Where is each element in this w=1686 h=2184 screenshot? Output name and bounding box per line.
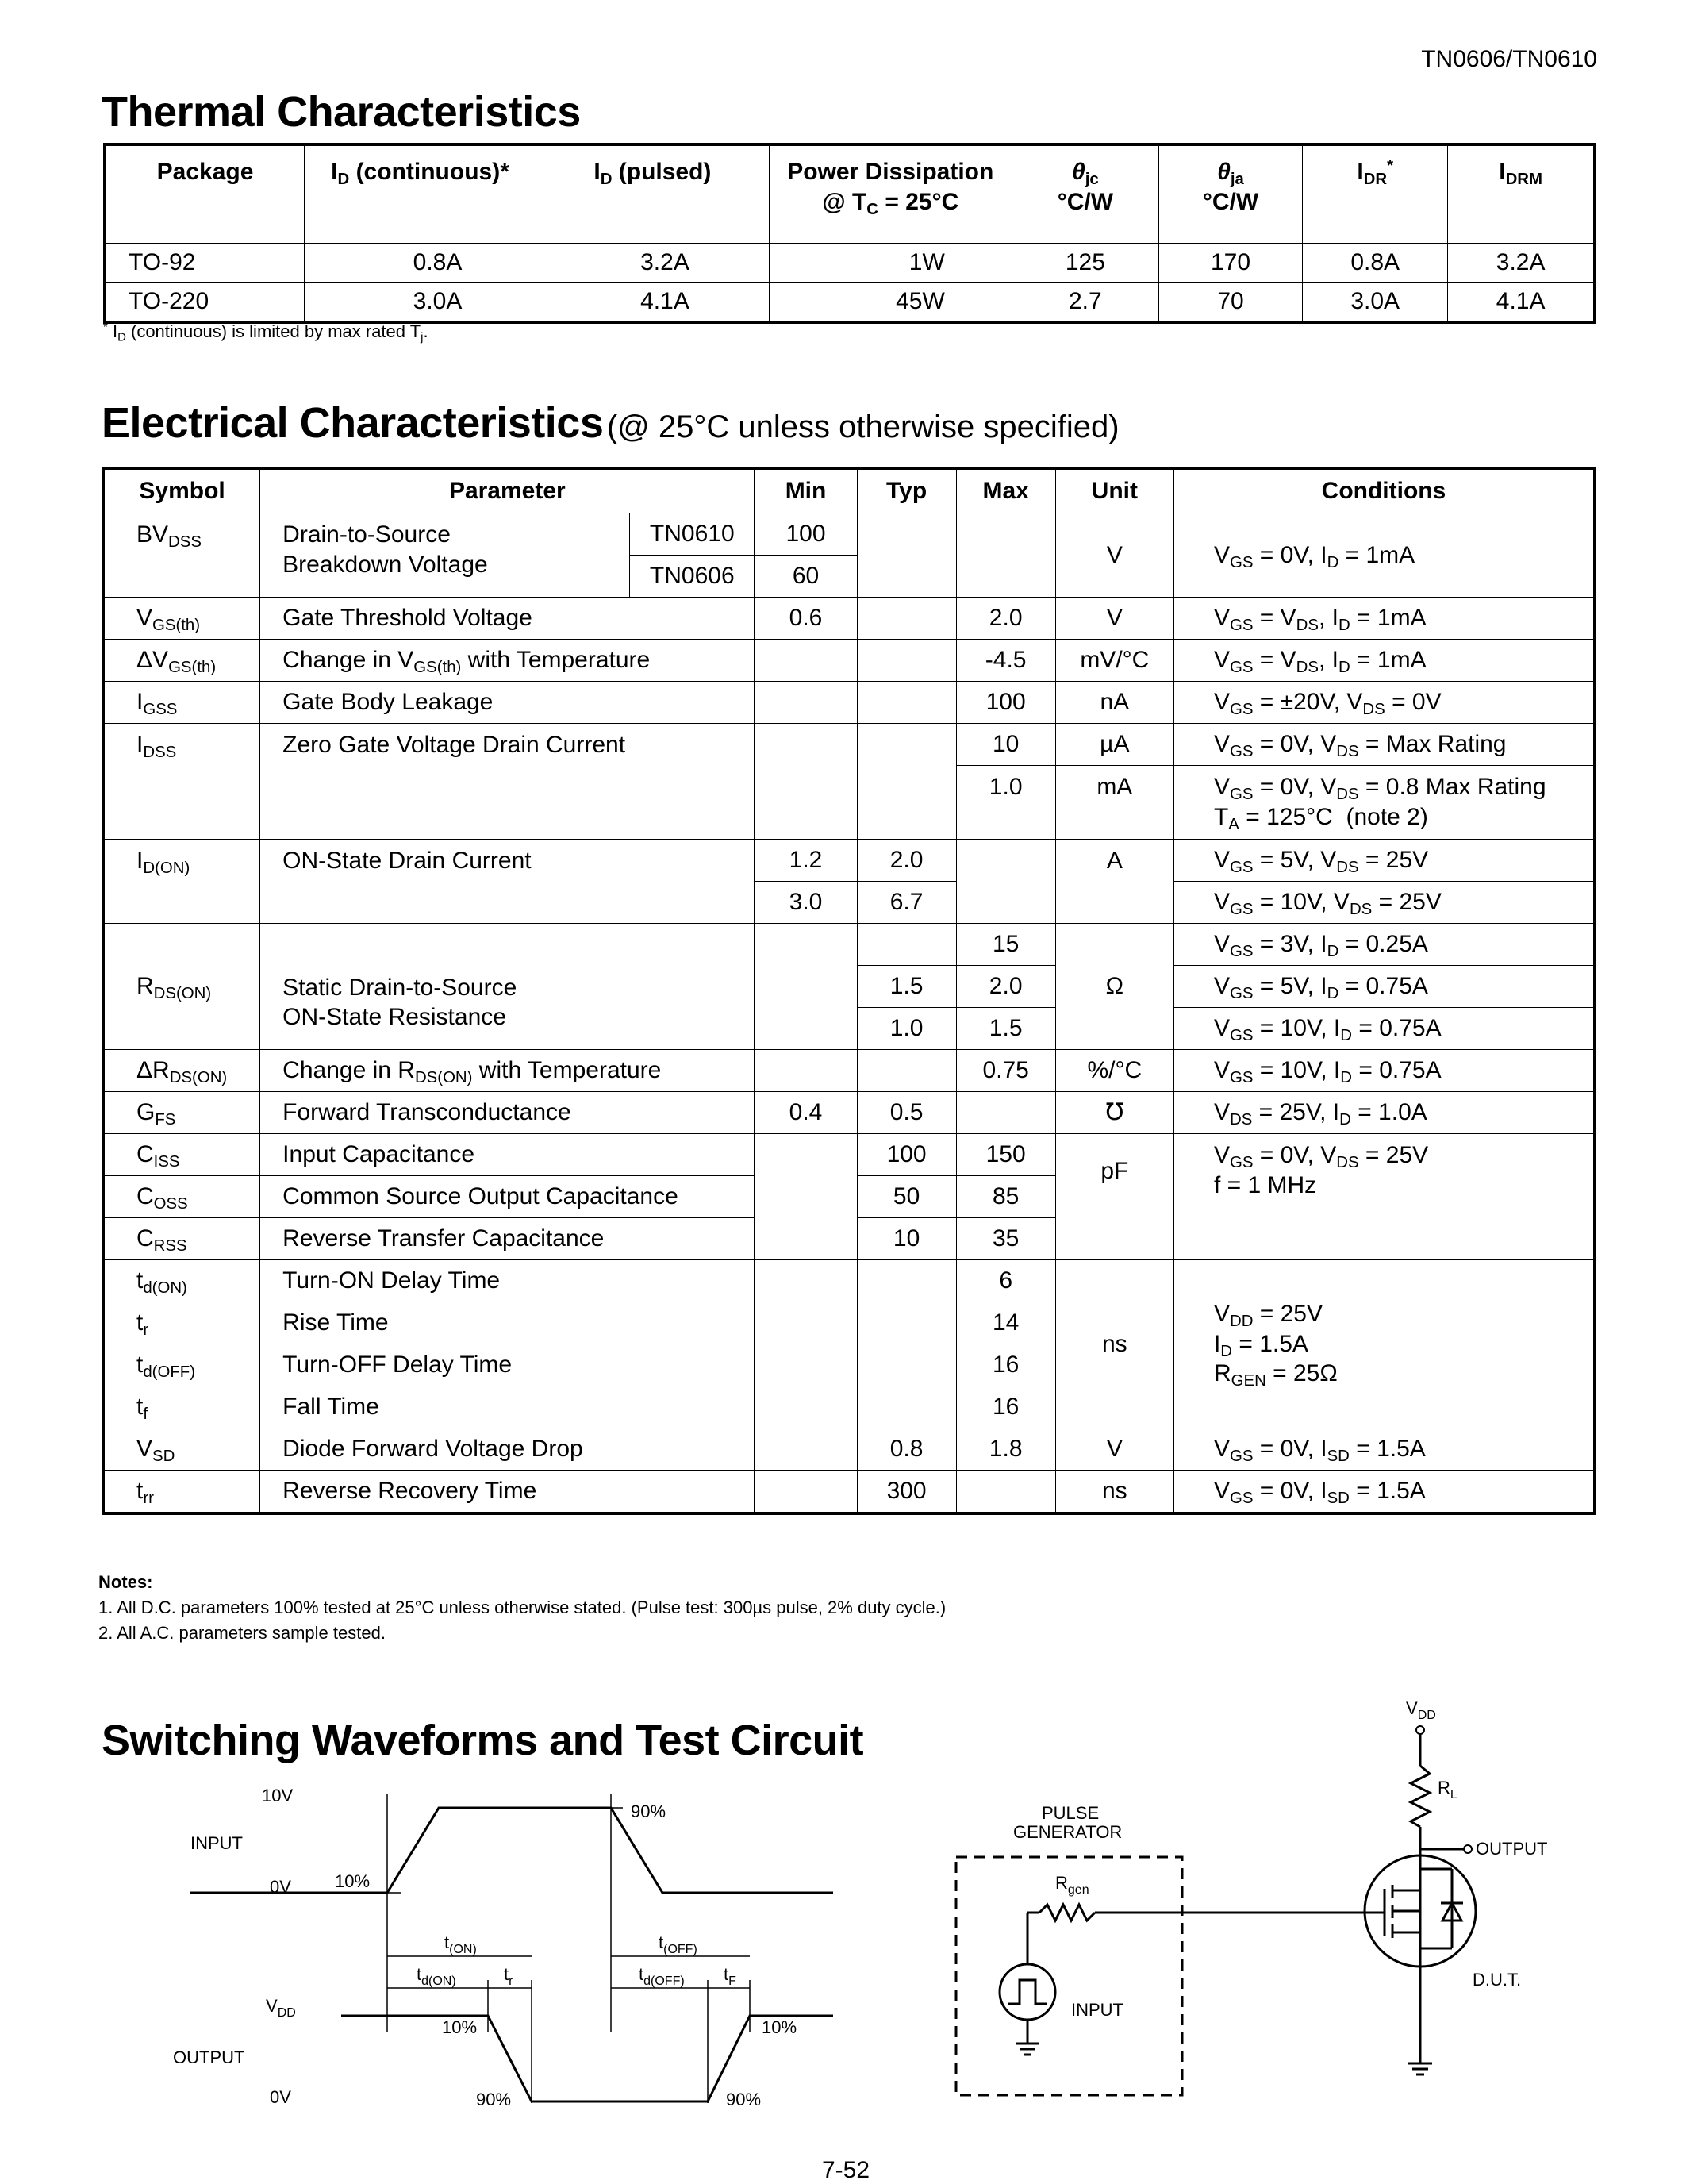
param-idss: Zero Gate Voltage Drain Current [260, 724, 755, 840]
label-10v: 10V [262, 1786, 294, 1805]
label-90pct-in: 90% [631, 1801, 666, 1821]
sym-idss: $I_{DSS}$ [103, 724, 260, 840]
vdd-terminal [1416, 1726, 1424, 1734]
max-bvdss [956, 513, 1055, 598]
thermal-col-id-continuous: $I_D$ (continuous)* [305, 144, 536, 244]
sym-dvgsth: $\Delta V_{GS(th)}$ [103, 640, 260, 682]
thermal-col-package: Package [105, 144, 305, 244]
label-10pct-out-a: 10% [442, 2017, 478, 2037]
typ-idon-1: 2.0 [857, 840, 956, 882]
electrical-subtitle: (@ 25°C unless otherwise specified) [606, 410, 1120, 444]
param-vgsth: Gate Threshold Voltage [260, 598, 755, 640]
sym-rdson: $R_{DS(ON)}$ [103, 924, 260, 1050]
thermal-row [105, 244, 1595, 283]
label-input: INPUT [190, 1833, 243, 1853]
typ-rdson-2: 1.5 [857, 966, 956, 1008]
label-tdoff [639, 1964, 685, 1988]
unit-gfs: ℧ [1055, 1092, 1173, 1134]
typ-drdson [857, 1050, 956, 1092]
electrical-title: Electrical Characteristics [102, 399, 604, 447]
cond-igss: $V_{GS} = \pm 20V$, $V_{DS} = 0V$ [1173, 682, 1595, 724]
thermal-col-id-pulsed: $I_D$ (pulsed) [536, 144, 769, 244]
sym-gfs: $G_{FS}$ [103, 1092, 260, 1134]
cell-theta-ja: 70 [1158, 283, 1302, 323]
param-sub: DS(ON) [414, 1069, 473, 1087]
theta-symbol: θ [1217, 159, 1231, 185]
cell-theta-jc: 125 [1012, 244, 1158, 283]
sym-igss: $I_{GSS}$ [103, 682, 260, 724]
typ-idss [857, 724, 956, 840]
cell-theta-jc: 2.7 [1012, 283, 1158, 323]
thermal-col-id-pulsed-label: (pulsed) [612, 159, 712, 185]
cell-pd: 1W [769, 244, 1012, 283]
footnote-star: * [103, 320, 108, 334]
thermal-footnote: * $I_D$ (continuous) is limited by max rated $T_j$. [103, 320, 428, 344]
pulse-label-1: PULSE [1042, 1803, 1100, 1823]
thermal-col-pd-sub: C [866, 200, 879, 218]
max-vgsth: 2.0 [956, 598, 1055, 640]
sym-base: C [136, 1141, 154, 1168]
tr-base: t [504, 1964, 509, 1984]
unit-drdson: %/°C [1055, 1050, 1173, 1092]
thermal-title: Thermal Characteristics [102, 88, 581, 136]
cell-package: TO-220 [105, 283, 305, 323]
sym-sub: DSS [168, 533, 202, 552]
unit-idss-1: µA [1055, 724, 1173, 766]
row-rdson [103, 924, 1595, 966]
min-dvgsth [755, 640, 857, 682]
sym-tdoff [103, 1344, 260, 1386]
row-trr [103, 1471, 1595, 1514]
typ-switching [857, 1260, 956, 1428]
param-gfs: Forward Transconductance [260, 1092, 755, 1134]
label-tdon [417, 1964, 456, 1988]
param-ciss: Input Capacitance [260, 1134, 755, 1176]
min-vgsth: 0.6 [755, 598, 857, 640]
notes-title: Notes: [98, 1572, 153, 1592]
param-coss: Common Source Output Capacitance [260, 1176, 755, 1218]
param-tf: Fall Time [260, 1386, 755, 1428]
theta-ja-unit: °C/W [1202, 188, 1259, 215]
cond-vsd: $V_{GS} = 0V$, $I_{SD} = 1.5A$ [1173, 1428, 1595, 1471]
sym-base: BV [136, 521, 169, 548]
max-crss: 35 [956, 1218, 1055, 1260]
typ-coss: 50 [857, 1176, 956, 1218]
cond-rdson-3: $V_{GS} = 10V$, $I_D = 0.75A$ [1173, 1008, 1595, 1050]
sym-sub: f [143, 1405, 148, 1424]
min-idon-2: 3.0 [755, 882, 857, 924]
cond-caps-freq: f = 1 MHz [1213, 1171, 1317, 1198]
cond-switching: $V_{DD} = 25V$ $I_D = 1.5A$ $R_{GEN} = 25\Omega$ [1173, 1260, 1595, 1428]
cell-idr: 0.8A [1303, 244, 1448, 283]
min-switching [755, 1260, 857, 1428]
max-idss-1: 10 [956, 724, 1055, 766]
sym-tf [103, 1386, 260, 1428]
thermal-col-idr: $I_{DR}^*$ [1303, 144, 1448, 244]
body-tap [1392, 1911, 1420, 1932]
param-drdson [260, 1050, 755, 1092]
max-ciss: 150 [956, 1134, 1055, 1176]
tdon-base: t [417, 1964, 422, 1984]
max-tdoff: 16 [956, 1344, 1055, 1386]
typ-dvgsth [857, 640, 956, 682]
max-drdson: 0.75 [956, 1050, 1055, 1092]
page-number: 7-52 [822, 2157, 870, 2183]
min-idon-1: 1.2 [755, 840, 857, 882]
unit-switching: ns [1055, 1260, 1173, 1428]
output-terminal [1464, 1845, 1472, 1853]
circuit-output-label: OUTPUT [1476, 1839, 1548, 1859]
label-tf [724, 1964, 736, 1988]
sym-ciss [103, 1134, 260, 1176]
row-igss [103, 682, 1595, 724]
min-tn0610: 100 [755, 513, 857, 556]
param-tr: Rise Time [260, 1302, 755, 1344]
thermal-row [105, 283, 1595, 323]
unit-caps: pF [1055, 1134, 1173, 1260]
thermal-col-pd-line1: Power Dissipation [787, 159, 994, 185]
sym-drdson: $\Delta R_{DS(ON)}$ [103, 1050, 260, 1092]
t-on-sub: (ON) [449, 1943, 477, 1956]
param-sub: GS(th) [413, 659, 462, 677]
thermal-col-theta-ja [1158, 144, 1302, 244]
sym-base: t [136, 1309, 144, 1336]
circuit-input-label: INPUT [1071, 2000, 1123, 2020]
min-rdson [755, 924, 857, 1050]
rgen-label [1055, 1873, 1089, 1897]
sym-sub: r [143, 1321, 149, 1340]
circuit-vdd-base: V [1406, 1698, 1418, 1718]
row-tdon [103, 1260, 1595, 1302]
circuit-vdd-label [1406, 1698, 1436, 1722]
unit-trr: ns [1055, 1471, 1173, 1514]
rgen-resistor [1039, 1905, 1095, 1921]
max-rdson-3: 1.5 [956, 1008, 1055, 1050]
max-idon [956, 840, 1055, 924]
col-unit: Unit [1055, 468, 1173, 513]
cond-dvgsth: $V_{GS} = V_{DS}$, $I_D = 1mA$ [1173, 640, 1595, 682]
rgen-sub: gen [1067, 1883, 1089, 1897]
thermal-header-row [105, 144, 1595, 244]
sym-crss [103, 1218, 260, 1260]
max-trr [956, 1471, 1055, 1514]
cell-id-cont: 0.8A [305, 244, 536, 283]
tr-sub: r [509, 1974, 513, 1988]
switching-waveform-diagram [159, 1778, 857, 2111]
typ-gfs: 0.5 [857, 1092, 956, 1134]
unit-rdson: Ω [1055, 924, 1173, 1050]
cond-trr: $V_{GS} = 0V$, $I_{SD} = 1.5A$ [1173, 1471, 1595, 1514]
max-igss: 100 [956, 682, 1055, 724]
sym-vsd: $V_{SD}$ [103, 1428, 260, 1471]
sym-base: C [136, 1183, 154, 1210]
pulse-symbol [1008, 1980, 1047, 2004]
unit-igss: nA [1055, 682, 1173, 724]
param-trr: Reverse Recovery Time [260, 1471, 755, 1514]
sym-tr [103, 1302, 260, 1344]
typ-idon-2: 6.7 [857, 882, 956, 924]
param-rdson [260, 924, 755, 1050]
sym-sub: ISS [153, 1153, 180, 1171]
typ-crss: 10 [857, 1218, 956, 1260]
min-gfs: 0.4 [755, 1092, 857, 1134]
label-t-on [444, 1932, 477, 1956]
typ-rdson-1 [857, 924, 956, 966]
sym-bvdss [103, 513, 260, 598]
col-conditions: Conditions [1173, 468, 1595, 513]
cond-drdson: $V_{GS} = 10V$, $I_D = 0.75A$ [1173, 1050, 1595, 1092]
sym-coss [103, 1176, 260, 1218]
min-drdson [755, 1050, 857, 1092]
cond-bvdss: $V_{GS} = 0V$, $I_D = 1mA$ [1173, 513, 1595, 598]
t-off-base: t [659, 1932, 664, 1952]
sym-sub: OSS [153, 1195, 188, 1213]
sym-sub: RSS [153, 1237, 187, 1255]
variant-tn0606: TN0606 [630, 556, 755, 598]
param-post: with Temperature [472, 1057, 662, 1084]
param-crss: Reverse Transfer Capacitance [260, 1218, 755, 1260]
cell-id-pulsed: 3.2A [536, 244, 769, 283]
thermal-col-idrm: $I_{DRM}$ [1448, 144, 1595, 244]
label-10pct-in: 10% [335, 1871, 371, 1891]
rgen-base: R [1055, 1873, 1068, 1893]
thermal-col-pd-line2: @ T [822, 188, 867, 215]
max-rdson-2: 2.0 [956, 966, 1055, 1008]
sym-base: t [136, 1352, 144, 1378]
sym-tdon [103, 1260, 260, 1302]
label-t-off [659, 1932, 697, 1956]
sym-idon: $I_{D(ON)}$ [103, 840, 260, 924]
unit-dvgsth: mV/°C [1055, 640, 1173, 682]
theta-ja-sub: ja [1230, 171, 1244, 189]
row-gfs [103, 1092, 1595, 1134]
label-vdd [266, 1996, 296, 2020]
cond-rdson-2: $V_{GS} = 5V$, $I_D = 0.75A$ [1173, 966, 1595, 1008]
max-tr: 14 [956, 1302, 1055, 1344]
thermal-col-theta-jc [1012, 144, 1158, 244]
min-vsd [755, 1428, 857, 1471]
cond-rdson-1: $V_{GS} = 3V$, $I_D = 0.25A$ [1173, 924, 1595, 966]
unit-idss-2: mA [1055, 766, 1173, 840]
max-gfs [956, 1092, 1055, 1134]
note-item: 1. All D.C. parameters 100% tested at 25°C unless otherwise stated. (Pulse test: 300µs pulse, 2% duty cycle.) [98, 1598, 947, 1617]
output-waveform [341, 2016, 833, 2101]
t-on-base: t [444, 1932, 450, 1952]
tdon-sub: d(ON) [421, 1974, 456, 1988]
col-parameter: Parameter [260, 468, 755, 513]
cond-idss-2: $V_{GS} = 0V$, $V_{DS} = 0.8$ Max Rating $T_A = 125^\circ C$ (note 2) [1173, 766, 1595, 840]
param-tdon: Turn-ON Delay Time [260, 1260, 755, 1302]
label-0v-input: 0V [270, 1877, 291, 1897]
dut-label: D.U.T. [1473, 1970, 1522, 1990]
unit-bvdss: V [1055, 513, 1173, 598]
row-idss [103, 724, 1595, 766]
idr-star: * [1387, 157, 1394, 175]
cond-idss-1: $V_{GS} = 0V$, $V_{DS}$ = Max Rating [1173, 724, 1595, 766]
typ-bvdss [857, 513, 956, 598]
row-vsd [103, 1428, 1595, 1471]
tf-base: t [724, 1964, 729, 1984]
test-circuit-diagram [936, 1690, 1587, 2111]
rl-resistor [1411, 1766, 1430, 1827]
max-tf: 16 [956, 1386, 1055, 1428]
tdoff-base: t [639, 1964, 644, 1984]
col-typ: Typ [857, 468, 956, 513]
typ-rdson-3: 1.0 [857, 1008, 956, 1050]
rl-sub: L [1450, 1788, 1457, 1801]
sym-sub: d(ON) [143, 1279, 187, 1298]
max-tdon: 6 [956, 1260, 1055, 1302]
row-idon [103, 840, 1595, 882]
thermal-col-power [769, 144, 1012, 244]
circuit-vdd-sub: DD [1417, 1709, 1436, 1722]
thermal-table [103, 143, 1596, 324]
max-vsd: 1.8 [956, 1428, 1055, 1471]
param-post: with Temperature [461, 647, 651, 674]
param-idon: ON-State Drain Current [260, 840, 755, 924]
label-tr [504, 1964, 513, 1988]
col-max: Max [956, 468, 1055, 513]
rl-label [1438, 1778, 1457, 1801]
param-pre: Change in V [282, 647, 414, 674]
sym-base: C [136, 1225, 154, 1252]
param-pre: Change in R [282, 1057, 415, 1084]
col-min: Min [755, 468, 857, 513]
typ-trr: 300 [857, 1471, 956, 1514]
note-item: 2. All A.C. parameters sample tested. [98, 1623, 386, 1643]
rl-base: R [1438, 1778, 1450, 1798]
param-vsd: Diode Forward Voltage Drop [260, 1428, 755, 1471]
theta-jc-unit: °C/W [1057, 188, 1114, 215]
cond-vgsth: $V_{GS} = V_{DS}$, $I_D = 1mA$ [1173, 598, 1595, 640]
row-ciss [103, 1134, 1595, 1176]
param-line2: ON-State Resistance [282, 1004, 506, 1030]
cell-id-cont: 3.0A [305, 283, 536, 323]
typ-ciss: 100 [857, 1134, 956, 1176]
min-trr [755, 1471, 857, 1514]
label-90pct-out-b: 90% [726, 2090, 762, 2109]
tf-sub: F [728, 1974, 736, 1988]
label-10pct-out-b: 10% [762, 2017, 797, 2037]
param-igss: Gate Body Leakage [260, 682, 755, 724]
unit-idon: A [1055, 840, 1173, 924]
param-line1: Drain-to-Source [282, 521, 451, 548]
t-off-sub: (OFF) [663, 1943, 697, 1956]
row-dvgsth [103, 640, 1595, 682]
max-idss-2: 1.0 [956, 766, 1055, 840]
cond-idon-1: $V_{GS} = 5V$, $V_{DS} = 25V$ [1173, 840, 1595, 882]
theta-symbol: θ [1071, 159, 1085, 185]
cond-caps: $V_{GS} = 0V$, $V_{DS} = 25V$ f = 1 MHz [1173, 1134, 1595, 1260]
param-tdoff: Turn-OFF Delay Time [260, 1344, 755, 1386]
sym-vgsth: $V_{GS(th)}$ [103, 598, 260, 640]
cell-package: TO-92 [105, 244, 305, 283]
sym-base: t [136, 1267, 144, 1294]
max-rdson-1: 15 [956, 924, 1055, 966]
thermal-col-id-cont-label: (continuous)* [349, 159, 509, 185]
variant-tn0610: TN0610 [630, 513, 755, 556]
tdoff-sub: d(OFF) [643, 1974, 685, 1988]
part-number-header: TN0606/TN0610 [1421, 46, 1597, 72]
cell-theta-ja: 170 [1158, 244, 1302, 283]
col-symbol: Symbol [103, 468, 260, 513]
electrical-heading [102, 398, 1120, 448]
max-dvgsth: -4.5 [956, 640, 1055, 682]
electrical-table [102, 467, 1596, 1515]
cond-idon-2: $V_{GS} = 10V$, $V_{DS} = 25V$ [1173, 882, 1595, 924]
sym-sub: d(OFF) [143, 1363, 196, 1382]
vdd-base: V [266, 1996, 278, 2016]
sym-base: t [136, 1394, 144, 1421]
row-vgsth [103, 598, 1595, 640]
footnote-text: (continuous) is limited by max rated T [125, 321, 421, 341]
param-bvdss [260, 513, 630, 598]
unit-vsd: V [1055, 1428, 1173, 1471]
cell-idrm: 3.2A [1448, 244, 1595, 283]
cond-gfs: $V_{DS} = 25V$, $I_D = 1.0A$ [1173, 1092, 1595, 1134]
row-drdson [103, 1050, 1595, 1092]
footnote-end: . [423, 321, 428, 341]
typ-vgsth [857, 598, 956, 640]
cell-idrm: 4.1A [1448, 283, 1595, 323]
min-tn0606: 60 [755, 556, 857, 598]
switching-title: Switching Waveforms and Test Circuit [102, 1717, 864, 1764]
vdd-sub: DD [277, 2006, 296, 2020]
param-dvgsth [260, 640, 755, 682]
cell-idr: 3.0A [1303, 283, 1448, 323]
thermal-col-pd-end: = 25°C [878, 188, 959, 215]
min-idss [755, 724, 857, 840]
theta-jc-sub: jc [1085, 171, 1099, 189]
electrical-header-row [103, 468, 1595, 513]
notes [98, 1570, 946, 1646]
row-bvdss [103, 513, 1595, 556]
param-line2: Breakdown Voltage [282, 551, 488, 578]
min-caps [755, 1134, 857, 1260]
unit-vgsth: V [1055, 598, 1173, 640]
label-90pct-out-a: 90% [476, 2090, 512, 2109]
min-igss [755, 682, 857, 724]
pulse-source-circle [1000, 1964, 1055, 2020]
pulse-label-2: GENERATOR [1013, 1822, 1123, 1842]
max-coss: 85 [956, 1176, 1055, 1218]
label-output: OUTPUT [173, 2048, 245, 2067]
typ-igss [857, 682, 956, 724]
typ-vsd: 0.8 [857, 1428, 956, 1471]
label-0v-output: 0V [270, 2087, 291, 2107]
cell-id-pulsed: 4.1A [536, 283, 769, 323]
cell-pd: 45W [769, 283, 1012, 323]
param-line1: Static Drain-to-Source [282, 974, 517, 1001]
sym-trr: $t_{rr}$ [103, 1471, 260, 1514]
